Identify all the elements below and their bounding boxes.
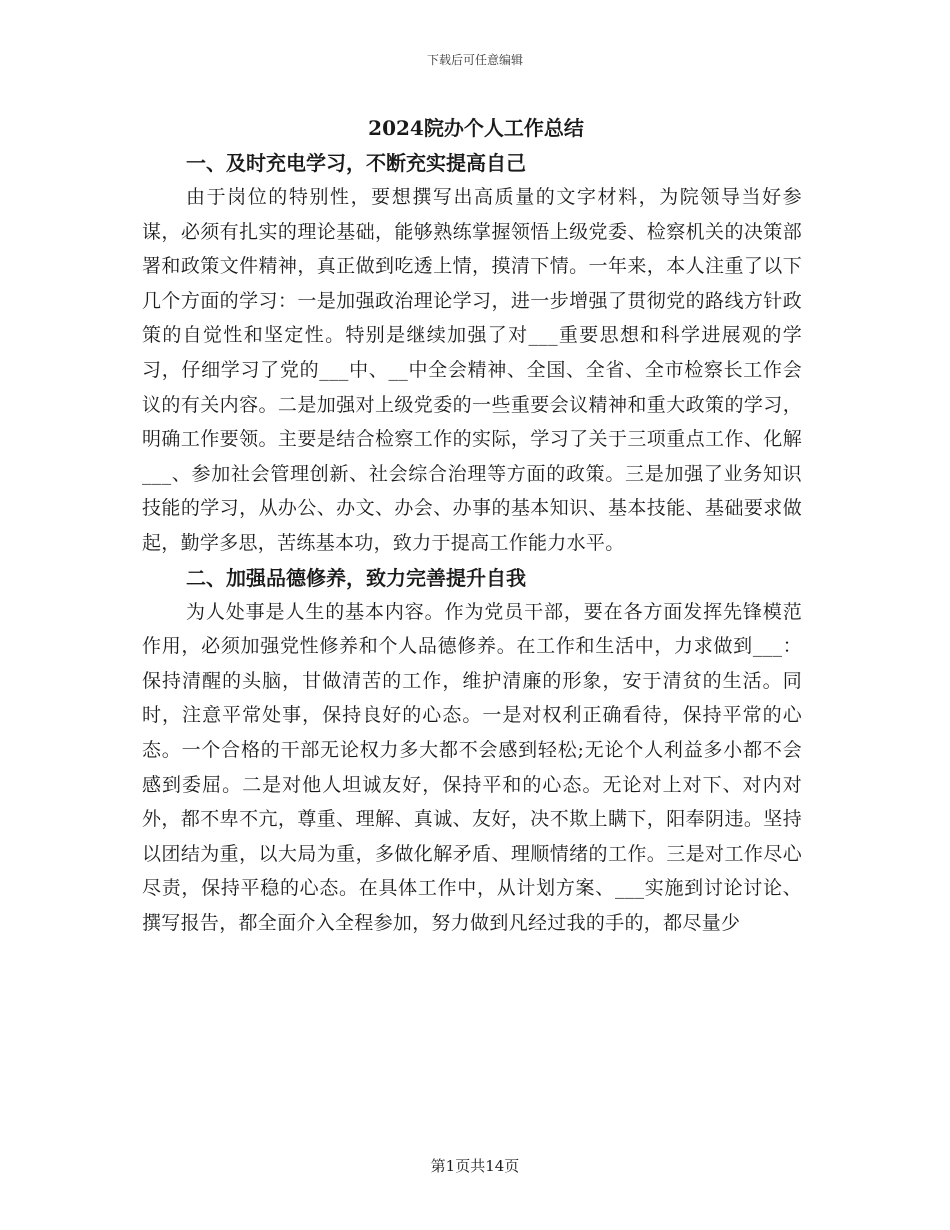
document-title: 2024院办个人工作总结 xyxy=(368,116,584,140)
document-body xyxy=(142,112,802,940)
section-paragraph-1: 由于岗位的特别性，要想撰写出高质量的文字材料，为院领导当好参谋，必须有扎实的理论基础，能够熟练掌握领悟上级党委、检察机关的决策部署和政策文件精神，真正做到吃透上情，摸清下情。一年来，本人注重了以下几个方面的学习：一是加强政治理论学习，进一步增强了贯彻党的路线方针政策的自觉性和坚定性。特别是继续加强了对___重要思想和科学进展观的学习，仔细学习了党的___中、__中全会精神、全国、全省、全市检察长工作会议的有关内容。二是加强对上级党委的一些重要会议精神和重大政策的学习，明确工作要领。主要是结合检察工作的实际，学习了关于三项重点工作、化解___、参加社会管理创新、社会综合治理等方面的政策。三是加强了业务知识技能的学习，从办公、办文、办会、办事的基本知识、基本技能、基础要求做起，勤学多思，苦练基本功，致力于提高工作能力水平。 xyxy=(142,186,802,554)
page-header-note: 下载后可任意编辑 xyxy=(426,53,523,67)
section-paragraph-2: 为人处事是人生的基本内容。作为党员干部，要在各方面发挥先锋模范作用，必须加强党性修养和个人品德修养。在工作和生活中，力求做到___：保持清醒的头脑，甘做清苦的工作，维护清廉的形象，安于清贫的生活。同时，注意平常处事，保持良好的心态。一是对权利正确看待，保持平常的心态。一个合格的干部无论权力多大都不会感到轻松;无论个人利益多小都不会感到委屈。二是对他人坦诚友好，保持平和的心态。无论对上对下、对内对外，都不卑不亢，尊重、理解、真诚、友好，决不欺上瞒下，阳奉阴违。坚持以团结为重，以大局为重，多做化解矛盾、理顺情绪的工作。三是对工作尽心尽责，保持平稳的心态。在具体工作中，从计划方案、___实施到讨论讨论、撰写报告，都全面介入全程参加，努力做到凡经过我的手的，都尽量少 xyxy=(142,600,802,934)
page-number: 第1页共14页 xyxy=(430,1157,520,1175)
section-heading-2: 二、加强品德修养，致力完善提升自我 xyxy=(186,565,526,590)
section-heading-1: 一、及时充电学习，不断充实提高自己 xyxy=(186,151,526,175)
